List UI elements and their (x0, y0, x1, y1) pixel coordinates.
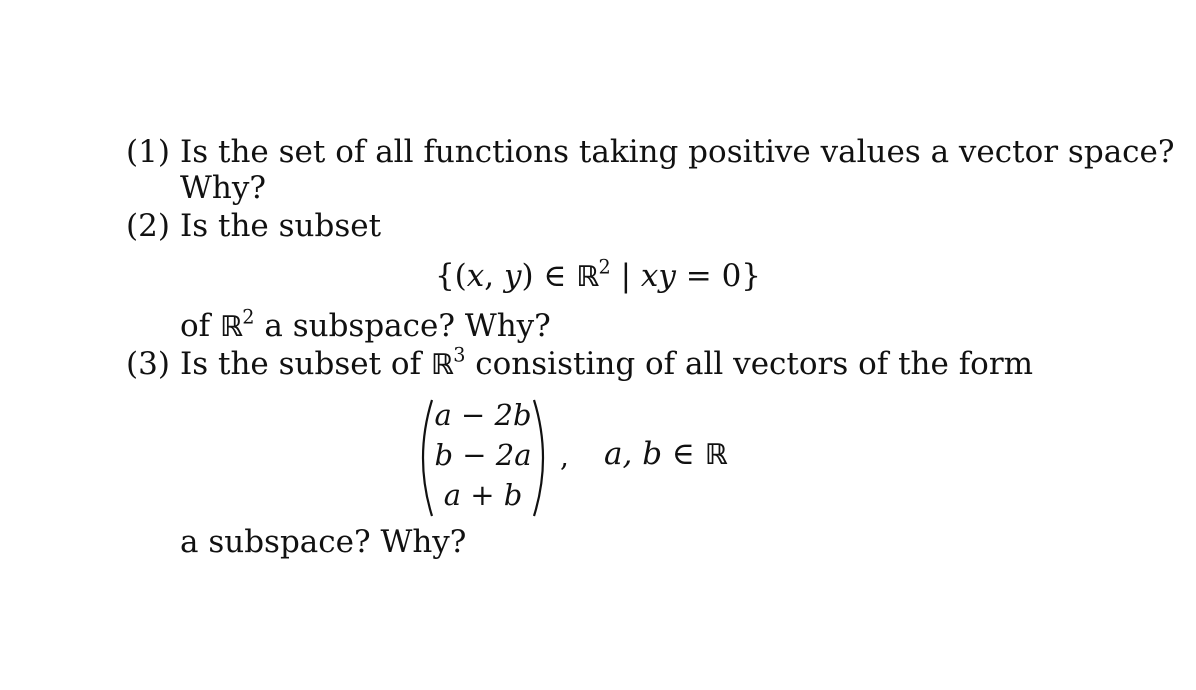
item-3-number: (3) (126, 346, 170, 382)
var-x: x (466, 258, 485, 294)
set-eq: = 0} (675, 258, 762, 294)
item-3-intro (180, 343, 1034, 383)
followup-rest: a subspace? Why? (254, 308, 551, 344)
item-2-set-display (0, 255, 1196, 295)
followup-of: of (180, 308, 220, 344)
real-numbers-symbol: ℝ (220, 310, 243, 343)
item-1-question: Is the set of all functions taking positive values a vector space? (180, 134, 1175, 170)
vector-entry-3: a + b (443, 478, 523, 512)
exponent: 2 (598, 255, 611, 279)
set-elem: ) ∈ (521, 258, 577, 294)
item-3-closing: a subspace? Why? (180, 524, 467, 560)
item-2-followup (180, 305, 551, 345)
intro-post: consisting of all vectors of the form (465, 346, 1034, 382)
item-1-why: Why? (180, 170, 266, 206)
real-numbers-symbol: ℝ (704, 438, 727, 471)
item-2-number: (2) (126, 208, 170, 244)
exponent: 2 (242, 305, 255, 329)
condition-vars: a, b (604, 436, 663, 472)
set-comma: , (484, 258, 504, 294)
real-numbers-symbol: ℝ (576, 260, 599, 293)
item-2-intro: Is the subset (180, 208, 382, 244)
vector-entry-2: b − 2a (434, 438, 532, 472)
real-numbers-symbol: ℝ (430, 348, 454, 381)
item-1-number: (1) (126, 134, 170, 170)
parameter-condition (604, 436, 727, 473)
column-vector (418, 398, 548, 518)
vector-entry-1: a − 2b (434, 398, 532, 432)
set-open: {( (434, 258, 467, 294)
exponent: 3 (453, 343, 466, 367)
set-bar: | (610, 258, 641, 294)
intro-pre: Is the subset of (180, 346, 431, 382)
condition-in: ∈ (662, 436, 705, 472)
vector-separator: , (560, 440, 569, 473)
var-y: y (503, 258, 522, 294)
var-xy: xy (640, 258, 676, 294)
